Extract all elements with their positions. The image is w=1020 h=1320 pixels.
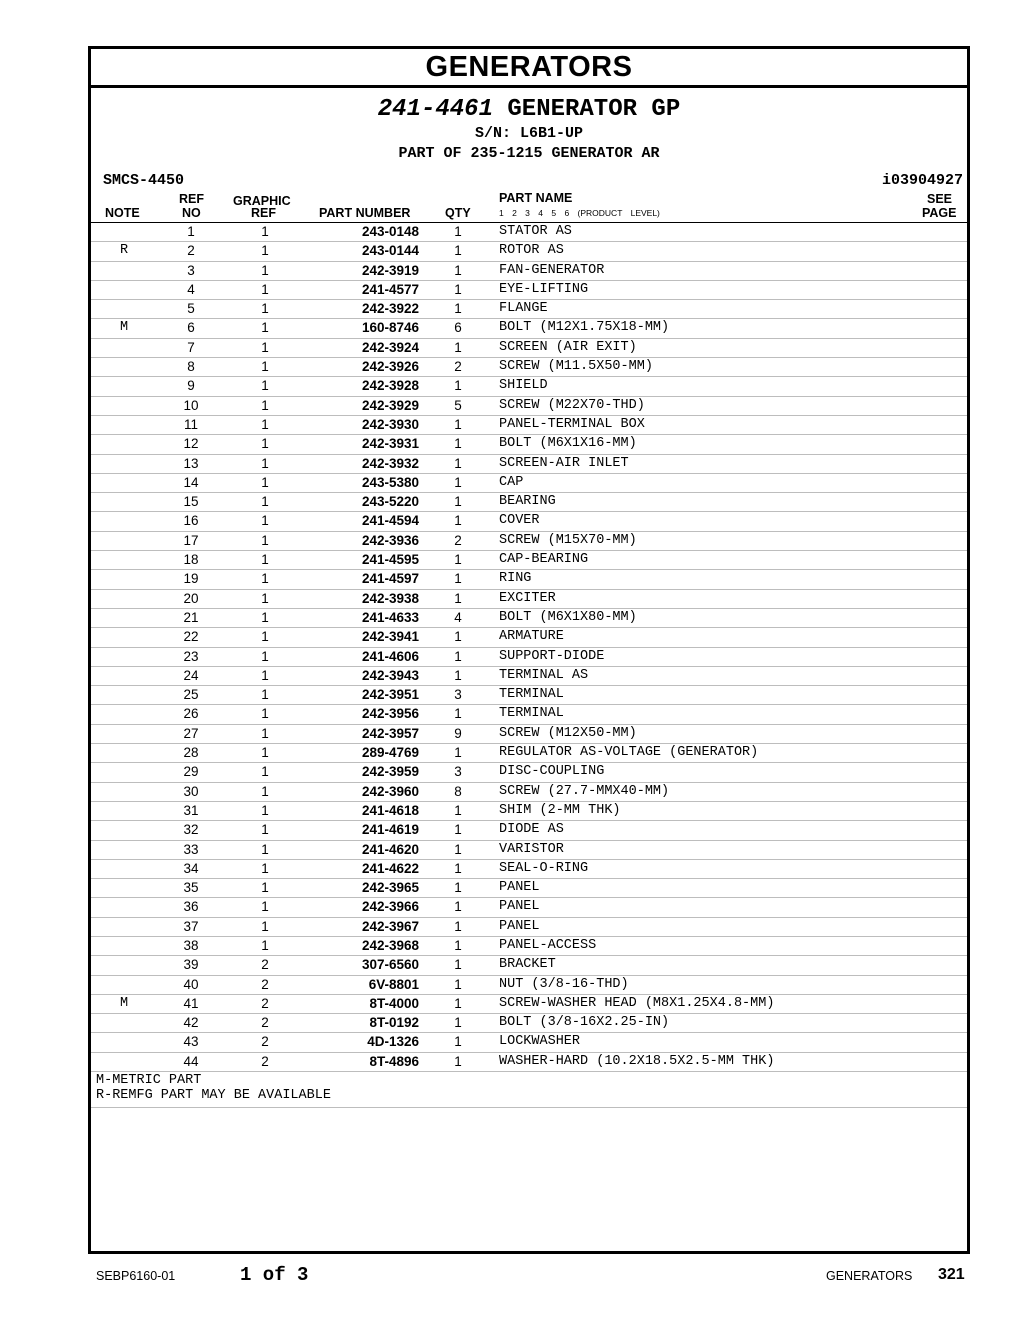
table-row [91, 609, 967, 628]
table-row [91, 628, 967, 647]
part-name-cell: ROTOR AS [499, 243, 564, 259]
graphic-ref-cell: 1 [261, 648, 269, 664]
ref-no-cell: 36 [183, 899, 199, 915]
table-row [91, 783, 967, 802]
ref-no-cell: 3 [187, 262, 195, 278]
part-name-cell: WASHER-HARD (10.2X18.5X2.5-MM THK) [499, 1053, 775, 1069]
qty-cell: 1 [454, 494, 462, 510]
note-cell: R [119, 243, 129, 259]
graphic-header-bottom: REF [251, 206, 276, 220]
part-number-cell: 242-3943 [361, 667, 419, 683]
qty-cell: 1 [454, 841, 462, 857]
graphic-header-top: GRAPHIC [233, 194, 291, 208]
ref-no-cell: 22 [183, 629, 199, 645]
part-number-cell: 242-3951 [361, 687, 419, 703]
ref-header-bottom: NO [182, 206, 201, 220]
part-name-cell: RING [499, 571, 532, 587]
graphic-ref-cell: 1 [261, 725, 269, 741]
part-number-cell: 242-3966 [361, 899, 419, 915]
part-number-cell: 242-3929 [361, 397, 419, 413]
ref-no-cell: 16 [183, 513, 199, 529]
part-name-cell: PANEL-ACCESS [499, 937, 597, 953]
qty-cell: 1 [454, 976, 462, 992]
graphic-ref-cell: 1 [261, 474, 269, 490]
table-row [91, 898, 967, 917]
part-name-cell: LOCKWASHER [499, 1034, 581, 1050]
footer-section: GENERATORS [826, 1269, 913, 1283]
part-number-cell: 242-3965 [361, 880, 419, 896]
part-number-cell: 242-3957 [361, 725, 419, 741]
ref-no-cell: 17 [183, 532, 199, 548]
part-number-cell: 242-3938 [361, 590, 419, 606]
qty-cell: 1 [454, 957, 462, 973]
ref-no-cell: 1 [187, 224, 195, 239]
qty-header: QTY [445, 206, 471, 220]
graphic-ref-cell: 2 [261, 957, 269, 973]
ref-no-cell: 33 [183, 841, 199, 857]
table-row [91, 976, 967, 995]
graphic-ref-cell: 2 [261, 1034, 269, 1050]
ref-no-cell: 8 [187, 359, 195, 375]
table-row [91, 474, 967, 493]
graphic-ref-cell: 1 [261, 687, 269, 703]
qty-cell: 1 [454, 899, 462, 915]
ref-no-cell: 20 [183, 590, 199, 606]
part-number-cell: 241-4594 [361, 513, 419, 529]
graphic-ref-cell: 1 [261, 436, 269, 452]
graphic-ref-cell: 1 [261, 783, 269, 799]
group-name: GENERATOR GP [507, 96, 681, 123]
part-name-cell: BEARING [499, 494, 556, 510]
graphic-ref-cell: 1 [261, 860, 269, 876]
ref-no-cell: 9 [187, 378, 195, 394]
ref-no-cell: 40 [183, 976, 199, 992]
part-of-line: PART OF 235-1215 GENERATOR AR [398, 145, 660, 162]
part-name-cell: EXCITER [499, 590, 556, 606]
qty-cell: 1 [454, 301, 462, 317]
part-name-cell: SEAL-O-RING [499, 860, 589, 876]
ref-no-cell: 34 [183, 860, 199, 876]
table-row [91, 435, 967, 454]
table-row [91, 223, 967, 242]
table-row [91, 918, 967, 937]
graphic-ref-cell: 1 [261, 609, 269, 625]
table-row [91, 763, 967, 782]
ref-no-cell: 28 [183, 745, 199, 761]
graphic-ref-cell: 1 [261, 243, 269, 259]
qty-cell: 1 [454, 455, 462, 471]
part-number-cell: 241-4577 [361, 281, 419, 297]
table-row [91, 319, 967, 338]
part-name-cell: SCREW (27.7-MMX40-MM) [499, 783, 670, 799]
part-number-cell: 4D-1326 [367, 1034, 419, 1050]
part-number-cell: 241-4622 [361, 860, 419, 876]
ref-no-cell: 39 [183, 957, 199, 973]
graphic-ref-cell: 1 [261, 706, 269, 722]
part-number-cell: 242-3959 [361, 764, 419, 780]
parts-table-body [91, 223, 967, 1072]
table-row [91, 339, 967, 358]
table-row [91, 744, 967, 763]
table-row [91, 512, 967, 531]
part-number-cell: 241-4595 [361, 552, 419, 568]
qty-cell: 1 [454, 1015, 462, 1031]
ref-no-cell: 15 [183, 494, 199, 510]
graphic-ref-cell: 1 [261, 899, 269, 915]
parts-list-frame [88, 46, 970, 1254]
part-number-cell: 241-4619 [361, 822, 419, 838]
part-name-cell: FAN-GENERATOR [499, 262, 605, 278]
ref-no-cell: 37 [183, 918, 199, 934]
table-row [91, 1033, 967, 1052]
note-cell: M [119, 320, 129, 336]
qty-cell: 2 [454, 359, 462, 375]
ref-no-cell: 10 [183, 397, 199, 413]
part-name-cell: SUPPORT-DIODE [499, 648, 605, 664]
table-row [91, 995, 967, 1014]
graphic-ref-cell: 1 [261, 359, 269, 375]
part-number-cell: 242-3928 [361, 378, 419, 394]
qty-cell: 1 [454, 474, 462, 490]
graphic-ref-cell: 1 [261, 745, 269, 761]
graphic-ref-cell: 2 [261, 995, 269, 1011]
qty-cell: 1 [454, 281, 462, 297]
part-number-cell: 242-3919 [361, 262, 419, 278]
part-number-cell: 241-4620 [361, 841, 419, 857]
qty-cell: 1 [454, 822, 462, 838]
graphic-ref-cell: 1 [261, 397, 269, 413]
part-number-cell: 6V-8801 [368, 976, 419, 992]
page-footer [0, 1264, 1020, 1288]
part-name-cell: EYE-LIFTING [499, 281, 589, 297]
part-number-cell: 8T-0192 [369, 1015, 419, 1031]
ref-no-cell: 6 [187, 320, 195, 336]
graphic-ref-cell: 1 [261, 494, 269, 510]
part-name-cell: PANEL-TERMINAL BOX [499, 416, 645, 432]
graphic-ref-cell: 1 [261, 262, 269, 278]
table-row [91, 821, 967, 840]
ref-no-cell: 30 [183, 783, 199, 799]
qty-cell: 8 [454, 783, 462, 799]
table-row [91, 300, 967, 319]
part-number-cell: 241-4633 [361, 609, 419, 625]
part-name-header: PART NAME [499, 191, 573, 205]
part-number-cell: 243-0148 [361, 224, 419, 239]
graphic-ref-cell: 1 [261, 590, 269, 606]
ref-no-cell: 25 [183, 687, 199, 703]
part-number-cell: 243-5220 [361, 494, 419, 510]
part-name-cell: COVER [499, 513, 540, 529]
ref-header-top: REF [179, 192, 204, 206]
part-number-cell: 241-4618 [361, 802, 419, 818]
graphic-ref-cell: 2 [261, 976, 269, 992]
table-row [91, 879, 967, 898]
part-name-cell: TERMINAL [499, 706, 564, 722]
part-name-cell: ARMATURE [499, 629, 564, 645]
table-row [91, 532, 967, 551]
part-number-cell: 8T-4000 [369, 995, 419, 1011]
ref-no-cell: 19 [183, 571, 199, 587]
part-name-cell: BOLT (M6X1X80-MM) [499, 609, 637, 625]
qty-cell: 2 [454, 532, 462, 548]
graphic-ref-cell: 1 [261, 880, 269, 896]
table-row [91, 551, 967, 570]
qty-cell: 4 [454, 609, 462, 625]
part-name-cell: BOLT (M12X1.75X18-MM) [499, 320, 670, 336]
table-row [91, 493, 967, 512]
part-name-cell: TERMINAL [499, 687, 564, 703]
qty-cell: 1 [454, 378, 462, 394]
qty-cell: 1 [454, 590, 462, 606]
table-row [91, 377, 967, 396]
part-number-cell: 241-4606 [361, 648, 419, 664]
graphic-ref-cell: 1 [261, 224, 269, 239]
table-row [91, 455, 967, 474]
part-name-cell: SHIM (2-MM THK) [499, 802, 621, 818]
footnotes [91, 1072, 967, 1108]
footer-page-number: 321 [938, 1266, 965, 1283]
ref-no-cell: 7 [187, 339, 195, 355]
table-row [91, 860, 967, 879]
table-row [91, 648, 967, 667]
table-row [91, 956, 967, 975]
table-row [91, 416, 967, 435]
graphic-ref-cell: 1 [261, 513, 269, 529]
table-row [91, 802, 967, 821]
see-page-header-bottom: PAGE [922, 206, 957, 220]
part-number-cell: 242-3956 [361, 706, 419, 722]
graphic-ref-cell: 1 [261, 455, 269, 471]
part-number-cell: 242-3932 [361, 455, 419, 471]
graphic-ref-cell: 1 [261, 339, 269, 355]
table-row [91, 667, 967, 686]
ref-no-cell: 21 [183, 609, 199, 625]
table-row [91, 686, 967, 705]
ref-no-cell: 14 [183, 474, 199, 490]
ref-no-cell: 29 [183, 764, 199, 780]
part-number-cell: 242-3924 [361, 339, 419, 355]
qty-cell: 1 [454, 571, 462, 587]
part-name-cell: PANEL [499, 899, 540, 915]
note-cell: M [119, 995, 129, 1011]
ref-no-cell: 18 [183, 552, 199, 568]
ref-no-cell: 35 [183, 880, 199, 896]
part-name-cell: TERMINAL AS [499, 667, 589, 683]
part-number-cell: 289-4769 [361, 745, 419, 761]
part-number-cell: 242-3930 [361, 416, 419, 432]
ref-no-cell: 42 [183, 1015, 199, 1031]
ref-no-cell: 4 [187, 281, 195, 297]
graphic-ref-cell: 1 [261, 281, 269, 297]
footnote-metric: M-METRIC PART [96, 1073, 202, 1089]
part-number-cell: 243-5380 [361, 474, 419, 490]
ref-no-cell: 5 [187, 301, 195, 317]
graphic-ref-cell: 1 [261, 629, 269, 645]
graphic-ref-cell: 1 [261, 301, 269, 317]
ref-no-cell: 23 [183, 648, 199, 664]
part-number-cell: 242-3926 [361, 359, 419, 375]
qty-cell: 6 [454, 320, 462, 336]
qty-cell: 1 [454, 224, 462, 239]
qty-cell: 1 [454, 243, 462, 259]
qty-cell: 1 [454, 262, 462, 278]
table-row [91, 358, 967, 377]
table-row [91, 590, 967, 609]
qty-cell: 1 [454, 880, 462, 896]
part-name-cell: SCREW (M22X70-THD) [499, 397, 645, 413]
graphic-ref-cell: 1 [261, 802, 269, 818]
part-name-cell: SCREW (M11.5X50-MM) [499, 359, 653, 375]
part-name-cell: SCREW (M15X70-MM) [499, 532, 637, 548]
qty-cell: 1 [454, 513, 462, 529]
part-name-cell: NUT (3/8-16-THD) [499, 976, 629, 992]
part-name-cell: BOLT (M6X1X16-MM) [499, 436, 637, 452]
ref-no-cell: 27 [183, 725, 199, 741]
graphic-ref-cell: 1 [261, 918, 269, 934]
graphic-ref-cell: 1 [261, 937, 269, 953]
part-number-header: PART NUMBER [319, 206, 411, 220]
part-number-cell: 241-4597 [361, 571, 419, 587]
table-row [91, 397, 967, 416]
qty-cell: 1 [454, 416, 462, 432]
footer-page-of: 1 of 3 [240, 1264, 309, 1286]
part-name-cell: DIODE AS [499, 822, 564, 838]
qty-cell: 1 [454, 706, 462, 722]
ref-no-cell: 13 [183, 455, 199, 471]
group-title [91, 96, 967, 124]
part-name-cell: BOLT (3/8-16X2.25-IN) [499, 1015, 670, 1031]
part-name-cell: REGULATOR AS-VOLTAGE (GENERATOR) [499, 745, 759, 761]
qty-cell: 5 [454, 397, 462, 413]
illustration-id: i03904927 [881, 172, 963, 189]
table-row [91, 705, 967, 724]
qty-cell: 1 [454, 552, 462, 568]
part-name-cell: SCREEN (AIR EXIT) [499, 339, 637, 355]
part-number-cell: 242-3967 [361, 918, 419, 934]
part-number-cell: 242-3941 [361, 629, 419, 645]
graphic-ref-cell: 1 [261, 822, 269, 838]
qty-cell: 1 [454, 937, 462, 953]
graphic-ref-cell: 1 [261, 571, 269, 587]
see-page-header-top: SEE [927, 192, 953, 206]
ref-no-cell: 32 [183, 822, 199, 838]
qty-cell: 1 [454, 802, 462, 818]
part-number-cell: 160-8746 [361, 320, 419, 336]
ref-no-cell: 44 [183, 1053, 199, 1069]
part-name-cell: CAP [499, 474, 524, 490]
serial-range: S/N: L6B1-UP [474, 125, 584, 142]
part-name-cell: SCREW (M12X50-MM) [499, 725, 637, 741]
qty-cell: 1 [454, 995, 462, 1011]
part-name-cell: FLANGE [499, 301, 548, 317]
part-name-cell: VARISTOR [499, 841, 564, 857]
part-name-cell: PANEL [499, 918, 540, 934]
qty-cell: 1 [454, 745, 462, 761]
ref-no-cell: 24 [183, 667, 199, 683]
part-number-cell: 242-3960 [361, 783, 419, 799]
section-title: GENERATORS [91, 49, 967, 88]
part-number-cell: 243-0144 [361, 243, 419, 259]
product-level-header: 1 2 3 4 5 6 (PRODUCT LEVEL) [499, 208, 660, 218]
graphic-ref-cell: 1 [261, 416, 269, 432]
graphic-ref-cell: 1 [261, 667, 269, 683]
footer-doc-id: SEBP6160-01 [96, 1269, 176, 1283]
note-header: NOTE [105, 206, 140, 220]
table-row [91, 281, 967, 300]
graphic-ref-cell: 2 [261, 1015, 269, 1031]
part-name-cell: SHIELD [499, 378, 548, 394]
table-row [91, 1014, 967, 1033]
ref-no-cell: 41 [183, 995, 199, 1011]
part-number-cell: 242-3936 [361, 532, 419, 548]
part-number-cell: 307-6560 [361, 957, 419, 973]
part-name-cell: BRACKET [499, 957, 556, 973]
qty-cell: 3 [454, 764, 462, 780]
ref-no-cell: 26 [183, 706, 199, 722]
ref-no-cell: 43 [183, 1034, 199, 1050]
qty-cell: 1 [454, 918, 462, 934]
table-row [91, 725, 967, 744]
qty-cell: 1 [454, 667, 462, 683]
graphic-ref-cell: 1 [261, 320, 269, 336]
ref-no-cell: 12 [183, 436, 199, 452]
part-number-cell: 8T-4896 [369, 1053, 419, 1069]
table-row [91, 841, 967, 860]
ids-row [91, 170, 967, 192]
graphic-ref-cell: 1 [261, 378, 269, 394]
table-row [91, 1053, 967, 1072]
qty-cell: 1 [454, 436, 462, 452]
part-name-cell: DISC-COUPLING [499, 764, 605, 780]
table-row [91, 570, 967, 589]
ref-no-cell: 31 [183, 802, 199, 818]
qty-cell: 1 [454, 1034, 462, 1050]
qty-cell: 1 [454, 1053, 462, 1069]
group-number: 241-4461 [377, 96, 493, 123]
qty-cell: 1 [454, 339, 462, 355]
graphic-ref-cell: 1 [261, 552, 269, 568]
part-name-cell: STATOR AS [499, 224, 572, 239]
graphic-ref-cell: 1 [261, 764, 269, 780]
graphic-ref-cell: 2 [261, 1053, 269, 1069]
smcs-code: SMCS-4450 [103, 172, 185, 189]
table-row [91, 937, 967, 956]
ref-no-cell: 2 [187, 243, 195, 259]
table-row [91, 242, 967, 261]
graphic-ref-cell: 1 [261, 532, 269, 548]
graphic-ref-cell: 1 [261, 841, 269, 857]
part-name-cell: SCREEN-AIR INLET [499, 455, 629, 471]
part-number-cell: 242-3922 [361, 301, 419, 317]
ref-no-cell: 38 [183, 937, 199, 953]
qty-cell: 9 [454, 725, 462, 741]
part-number-cell: 242-3968 [361, 937, 419, 953]
column-headers [91, 192, 967, 223]
part-name-cell: SCREW-WASHER HEAD (M8X1.25X4.8-MM) [499, 995, 775, 1011]
part-number-cell: 242-3931 [361, 436, 419, 452]
ref-no-cell: 11 [183, 416, 198, 432]
qty-cell: 3 [454, 687, 462, 703]
footnote-remfg: R-REMFG PART MAY BE AVAILABLE [96, 1088, 331, 1104]
qty-cell: 1 [454, 860, 462, 876]
qty-cell: 1 [454, 648, 462, 664]
part-name-cell: CAP-BEARING [499, 552, 589, 568]
qty-cell: 1 [454, 629, 462, 645]
part-name-cell: PANEL [499, 880, 540, 896]
table-row [91, 262, 967, 281]
